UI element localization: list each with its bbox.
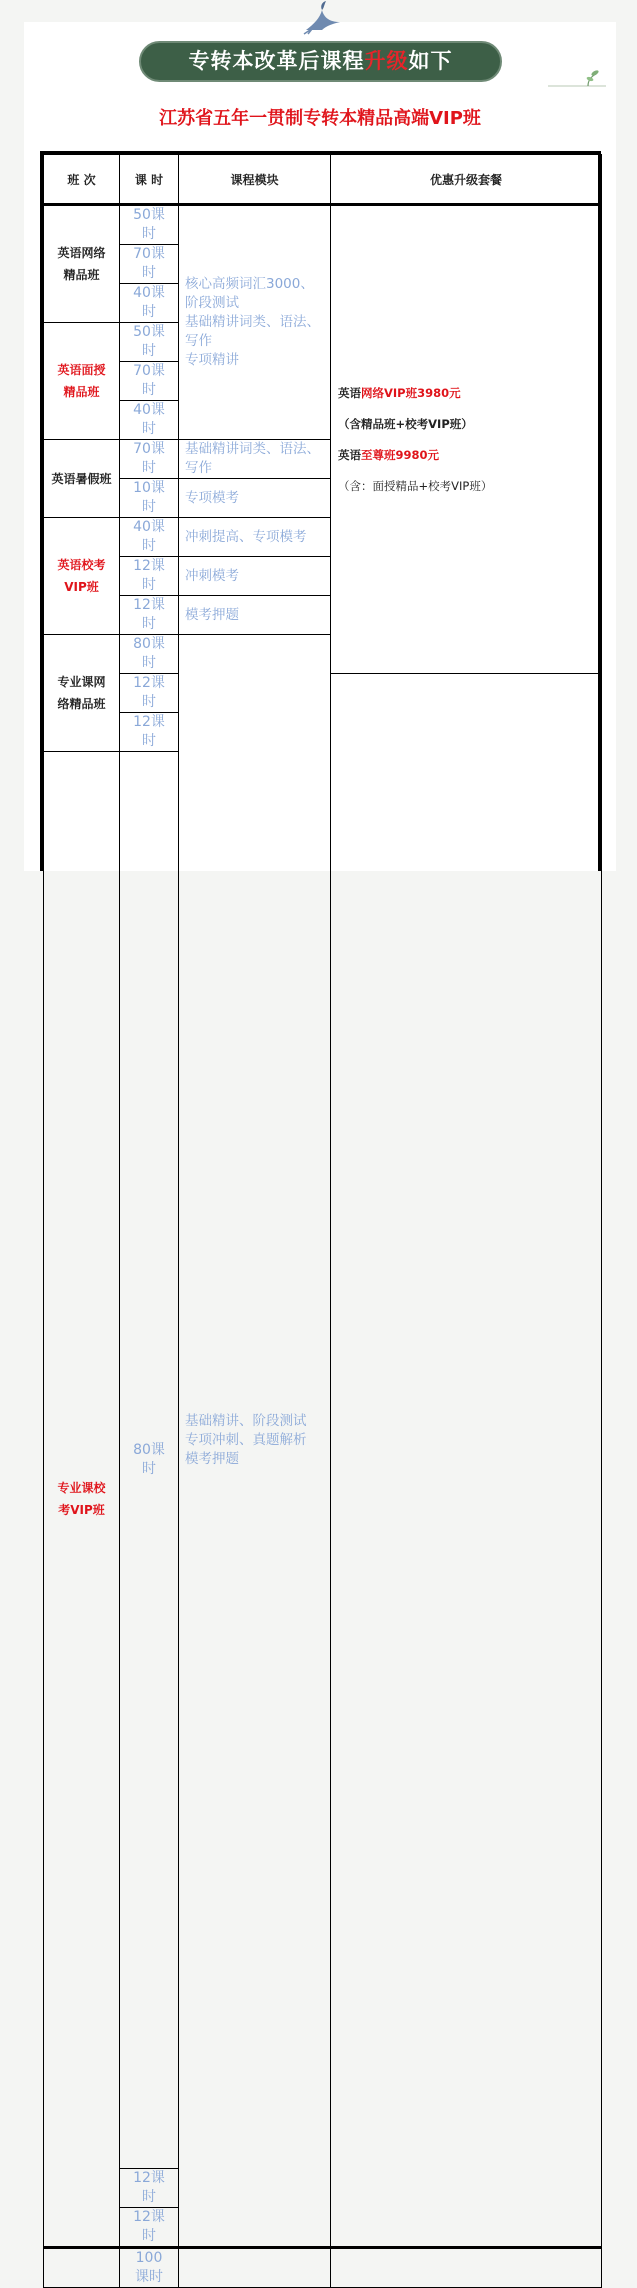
hours-cell: 70课时 (120, 362, 179, 401)
table-row (44, 205, 602, 245)
leaf-sprig-icon (548, 68, 606, 88)
page-subtitle: 江苏省五年一贯制专转本精品高端VIP班 (159, 108, 481, 129)
class-english-summer: 英语暑假班 (44, 440, 120, 518)
class-major-online: 专业课网络精品班 (44, 635, 120, 752)
course-table (40, 151, 601, 2285)
hours-cell: 70课时 (120, 245, 179, 284)
hours-cell: 40课时 (120, 518, 179, 557)
section-banner (139, 41, 502, 82)
class-english-inperson: 英语面授精品班 (44, 323, 120, 440)
header-hours: 课 时 (120, 155, 179, 205)
table-header-row (44, 155, 602, 205)
banner-highlight: 升级 (364, 49, 409, 73)
class-english-vip: 英语校考VIP班 (44, 518, 120, 635)
class-english-online: 英语网络精品班 (44, 205, 120, 323)
hours-cell: 70课时 (120, 440, 179, 479)
hours-cell: 12课时 (120, 557, 179, 596)
hours-cell: 12课时 (120, 596, 179, 635)
class-major-vip: 专业课校考VIP班 (44, 752, 120, 2248)
header-offer: 优惠升级套餐 (331, 155, 602, 205)
hours-cell: 10课时 (120, 479, 179, 518)
module-cell: 冲刺提高、专项模考 (179, 518, 331, 557)
hours-cell: 12课时 (120, 713, 179, 752)
module-cell (179, 2248, 331, 2288)
offer-english: 英语网络VIP班3980元（含精品班+校考VIP班） 英语至尊班9980元（含：面授精品+校考VIP班） (331, 205, 602, 674)
class-next (44, 2248, 120, 2288)
module-cell: 模考押题 (179, 596, 331, 635)
modules-major: 基础精讲、阶段测试 专项冲刺、真题解析 模考押题 (179, 635, 331, 2248)
module-cell: 冲刺模考 (179, 557, 331, 596)
hours-cell: 50课时 (120, 205, 179, 245)
module-cell: 基础精讲词类、语法、写作 (179, 440, 331, 479)
swallow-icon (302, 0, 342, 34)
hours-cell: 50课时 (120, 323, 179, 362)
hours-cell: 40课时 (120, 401, 179, 440)
hours-cell: 12课时 (120, 2208, 179, 2248)
hours-cell: 12课时 (120, 674, 179, 713)
hours-cell: 40课时 (120, 284, 179, 323)
header-class: 班 次 (44, 155, 120, 205)
table-row (44, 2248, 602, 2288)
banner-text-1: 专转本改革后课程 (188, 49, 365, 73)
hours-cell: 80课时 (120, 635, 179, 674)
offer-cell (331, 2248, 602, 2288)
header-modules: 课程模块 (179, 155, 331, 205)
module-cell: 专项模考 (179, 479, 331, 518)
modules-english-core: 核心高频词汇3000、阶段测试 基础精讲词类、语法、写作 专项精讲 (179, 205, 331, 440)
hours-cell: 100课时 (120, 2248, 179, 2288)
hours-cell: 80课时 (120, 752, 179, 2169)
hours-cell: 12课时 (120, 2169, 179, 2208)
banner-text-2: 如下 (408, 49, 453, 73)
